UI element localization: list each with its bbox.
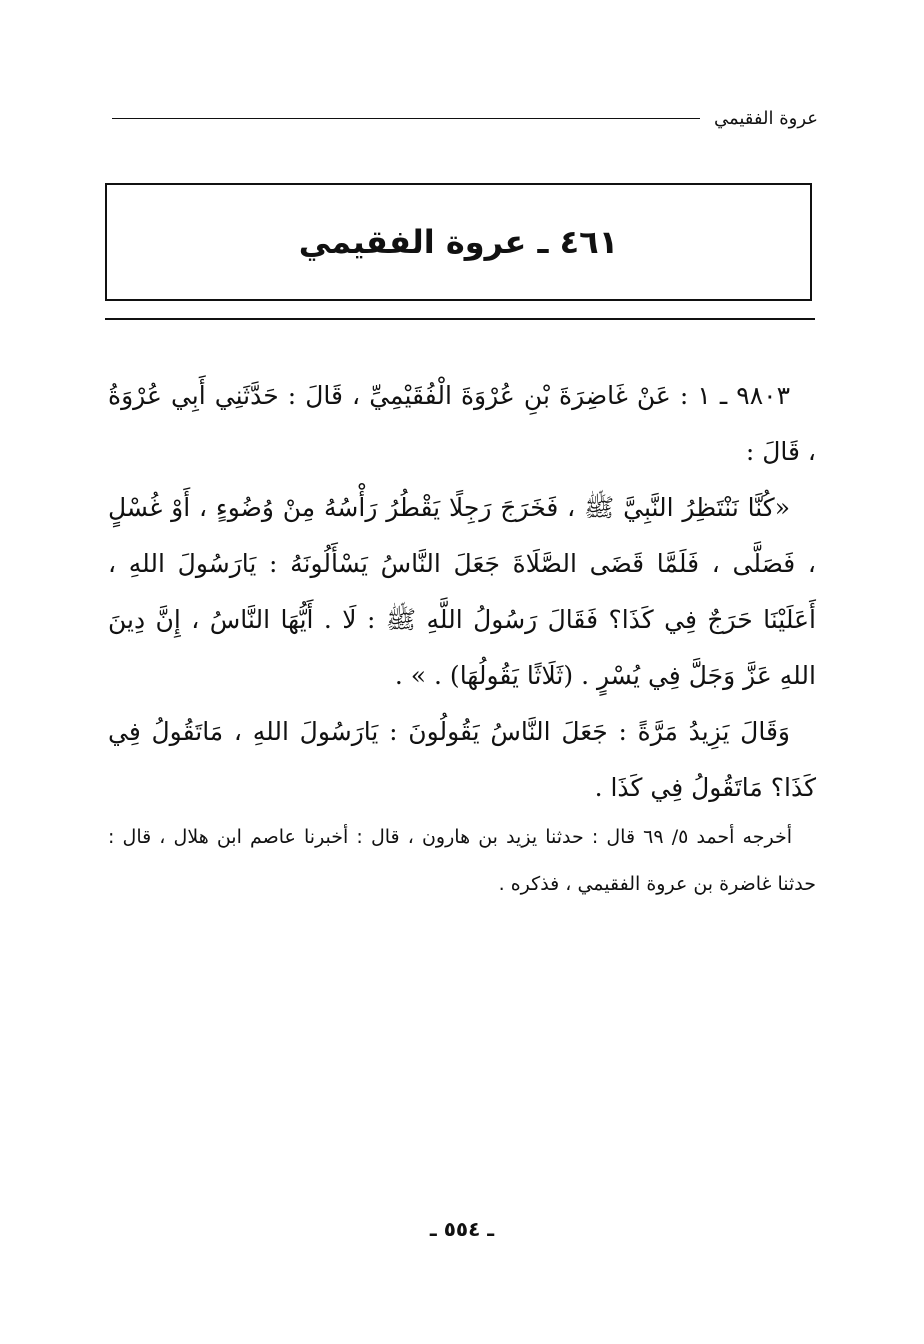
chapter-heading-box [105,183,812,301]
heading-divider [105,318,815,320]
takhrij-text: أخرجه أحمد ٥/ ٦٩ قال : حدثنا يزيد بن هارون ، قال : أخبرنا عاصم ابن هلال ، قال : حدثنا غاضرة بن عروة الفقيمي ، فذكره . [108,826,816,895]
chapter-title: ٤٦١ ـ عروة الفقيمي [298,223,619,261]
hadith-variant: وَقَالَ يَزِيدُ مَرَّةً : جَعَلَ النَّاسُ يَقُولُونَ : يَارَسُولَ اللهِ ، مَاتَقُولُ فِي كَذَا؟ مَاتَقُولُ فِي كَذَا . [108,717,816,802]
page-number: ـ ٥٥٤ ـ [429,1217,495,1241]
hadith-matn: «كُنَّا نَنْتَظِرُ النَّبِيَّ ﷺ ، فَخَرَجَ رَجِلًا يَقْطُرُ رَأْسُهُ مِنْ وُضُوءٍ ، أَوْ غُسْلٍ ، فَصَلَّى ، فَلَمَّا قَضَى الصَّلَاةَ جَعَلَ النَّاسُ يَسْأَلُونَهُ : يَارَسُولَ اللهِ ، أَعَلَيْنَا حَرَجٌ فِي كَذَا؟ فَقَالَ رَسُولُ اللَّهِ ﷺ : لَا . أَيُّهَا النَّاسُ ، إِنَّ دِينَ اللهِ عَزَّ وَجَلَّ فِي يُسْرٍ . (ثَلَاثًا يَقُولُهَا) . » . [108,493,816,690]
running-head [108,100,818,136]
hadith-isnad: ٩٨٠٣ ـ ١ : عَنْ غَاضِرَةَ بْنِ عُرْوَةَ الْفُقَيْمِيِّ ، قَالَ : حَدَّثَنِي أَبِي عُرْوَةُ ، قَالَ : [108,381,816,466]
hadith-text [108,368,816,816]
takhrij-note [108,814,816,908]
running-head-title: عروة الفقيمي [713,107,818,129]
running-head-rule [112,118,700,119]
